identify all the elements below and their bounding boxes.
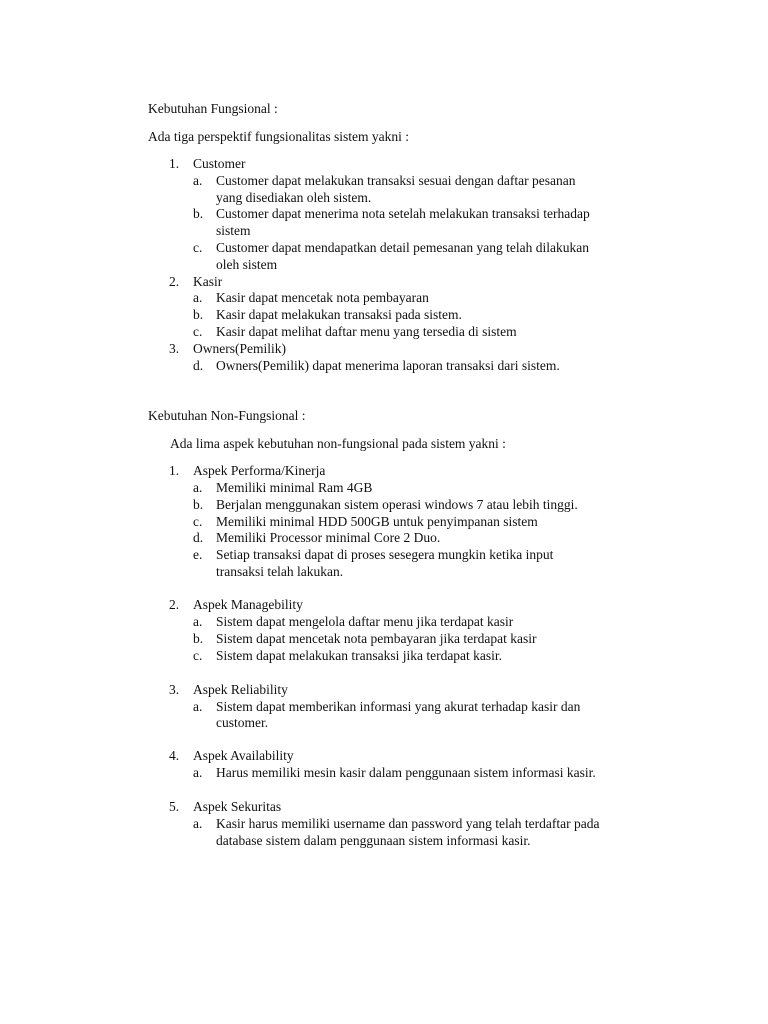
item-letter: d. — [193, 358, 204, 373]
item-text: Berjalan menggunakan sistem operasi windows 7 atau lebih tinggi. — [216, 497, 578, 512]
item-letter: a. — [193, 480, 203, 495]
item-text: customer. — [216, 715, 269, 730]
item-letter: a. — [193, 699, 203, 714]
item-text: Setiap transaksi dapat di proses sesegera mungkin ketika input — [216, 547, 554, 562]
item-letter: a. — [193, 173, 203, 188]
item-letter: c. — [193, 324, 203, 339]
item-number: 5. — [169, 799, 180, 814]
item-text: Sistem dapat mencetak nota pembayaran jika terdapat kasir — [216, 631, 537, 646]
item-label: Kasir — [193, 274, 223, 289]
functional-heading: Kebutuhan Fungsional : — [148, 101, 278, 116]
item-letter: a. — [193, 290, 203, 305]
item-text: Sistem dapat melakukan transaksi jika terdapat kasir. — [216, 648, 503, 663]
item-letter: a. — [193, 816, 203, 831]
item-label: Aspek Performa/Kinerja — [193, 463, 326, 478]
item-text: Sistem dapat memberikan informasi yang akurat terhadap kasir dan — [216, 699, 581, 714]
item-text: Kasir dapat melakukan transaksi pada sistem. — [216, 307, 462, 322]
item-letter: b. — [193, 206, 204, 221]
item-text: yang disediakan oleh sistem. — [216, 190, 372, 205]
item-label: Aspek Reliability — [193, 682, 288, 697]
item-text: sistem — [216, 223, 251, 238]
nonfunctional-intro: Ada lima aspek kebutuhan non-fungsional pada sistem yakni : — [170, 436, 506, 451]
item-text: Memiliki minimal HDD 500GB untuk penyimpanan sistem — [216, 514, 538, 529]
item-letter: b. — [193, 631, 204, 646]
item-number: 2. — [169, 274, 180, 289]
item-letter: b. — [193, 497, 204, 512]
item-number: 2. — [169, 597, 180, 612]
item-text: Sistem dapat mengelola daftar menu jika terdapat kasir — [216, 614, 514, 629]
item-letter: a. — [193, 614, 203, 629]
item-letter: c. — [193, 240, 203, 255]
item-number: 1. — [169, 156, 180, 171]
item-letter: e. — [193, 547, 203, 562]
item-label: Aspek Sekuritas — [193, 799, 282, 814]
functional-intro: Ada tiga perspektif fungsionalitas sistem yakni : — [148, 129, 409, 144]
item-letter: c. — [193, 514, 203, 529]
item-label: Owners(Pemilik) — [193, 341, 286, 356]
item-text: database sistem dalam penggunaan sistem informasi kasir. — [216, 833, 531, 848]
item-text: Customer dapat mendapatkan detail pemesanan yang telah dilakukan — [216, 240, 589, 255]
item-label: Aspek Availability — [193, 748, 294, 763]
item-letter: c. — [193, 648, 203, 663]
item-letter: d. — [193, 530, 204, 545]
item-number: 1. — [169, 463, 180, 478]
item-text: Kasir harus memiliki username dan password yang telah terdaftar pada — [216, 816, 600, 831]
item-letter: b. — [193, 307, 204, 322]
item-text: Customer dapat melakukan transaksi sesuai dengan daftar pesanan — [216, 173, 576, 188]
item-label: Customer — [193, 156, 246, 171]
item-text: Harus memiliki mesin kasir dalam penggunaan sistem informasi kasir. — [216, 765, 596, 780]
item-text: Memiliki Processor minimal Core 2 Duo. — [216, 530, 441, 545]
item-number: 3. — [169, 682, 180, 697]
item-text: Memiliki minimal Ram 4GB — [216, 480, 373, 495]
item-number: 3. — [169, 341, 180, 356]
item-text: oleh sistem — [216, 257, 278, 272]
item-text: transaksi telah lakukan. — [216, 564, 344, 579]
item-text: Customer dapat menerima nota setelah melakukan transaksi terhadap — [216, 206, 590, 221]
item-text: Owners(Pemilik) dapat menerima laporan transaksi dari sistem. — [216, 358, 560, 373]
item-letter: a. — [193, 765, 203, 780]
nonfunctional-heading: Kebutuhan Non-Fungsional : — [148, 408, 306, 423]
item-label: Aspek Managebility — [193, 597, 303, 612]
item-text: Kasir dapat melihat daftar menu yang tersedia di sistem — [216, 324, 517, 339]
item-text: Kasir dapat mencetak nota pembayaran — [216, 290, 429, 305]
item-number: 4. — [169, 748, 180, 763]
